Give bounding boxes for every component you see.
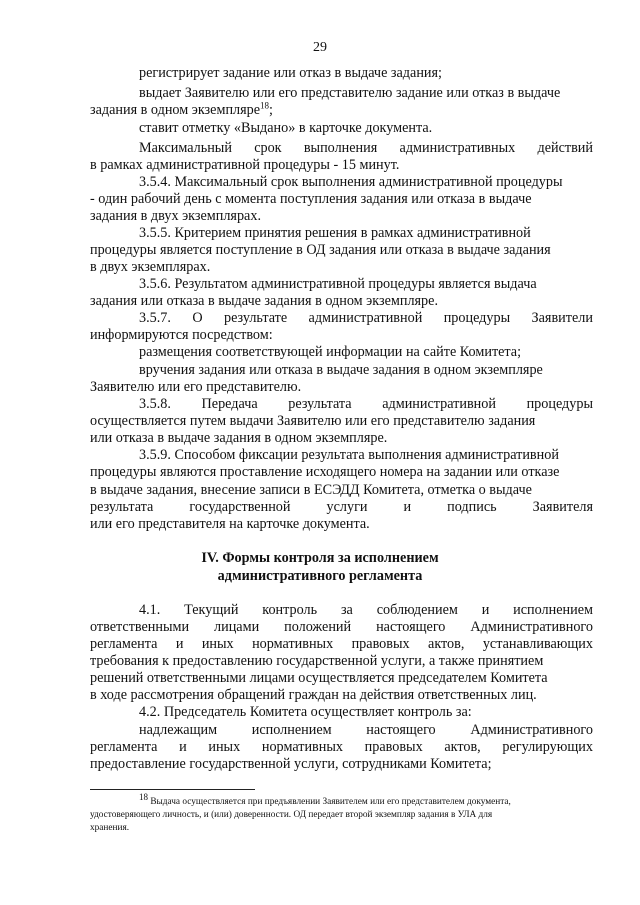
word: подпись (447, 499, 497, 515)
text-line (90, 619, 593, 636)
word: положений (284, 619, 352, 635)
text-line: процедуры является поступление в ОД задания или отказа в выдаче задания (90, 242, 551, 258)
text-line (139, 140, 593, 157)
footnote-reference: 18 (260, 100, 270, 111)
text-line: в ходе рассмотрения обращений граждан на действия ответственных лиц. (90, 687, 537, 703)
text-line (139, 310, 593, 327)
word: правовых (351, 636, 410, 652)
word: административной (382, 396, 496, 412)
word: Передача (201, 396, 258, 412)
word: исполнением (251, 722, 332, 738)
footnote-mark: 18 (139, 791, 148, 802)
footnote-line: хранения. (90, 823, 130, 833)
word: Заявители (531, 310, 593, 326)
word: результата (90, 499, 154, 515)
text-line (90, 499, 593, 516)
word: процедуры (443, 310, 511, 326)
word: правовых (364, 739, 423, 755)
text-line: предоставление государственной услуги, сотрудниками Комитета; (90, 756, 492, 772)
word: Административного (470, 619, 593, 635)
word: административных (399, 140, 516, 156)
text-line: Заявителю или его представителю. (90, 379, 302, 395)
text-line: или его представителя на карточке документа. (90, 516, 370, 532)
text-line: 3.5.6. Результатом административной процедуры является выдача (139, 276, 537, 292)
word: Административного (470, 722, 593, 738)
text-line: или отказа в выдаче задания в одном экземпляре. (90, 430, 388, 446)
text-fragment: задания в одном экземпляре (90, 102, 261, 118)
word: услуги (326, 499, 368, 515)
word: государственной (189, 499, 291, 515)
word: ответственными (90, 619, 190, 635)
word: за (340, 602, 353, 618)
text-line: задания или отказа в выдаче задания в одном экземпляре. (90, 293, 438, 309)
word: и (175, 636, 184, 652)
text-fragment: ; (269, 102, 273, 118)
word: О (192, 310, 203, 326)
word: актов, (444, 739, 481, 755)
word: административной (308, 310, 423, 326)
word: настоящего (376, 619, 446, 635)
word: надлежащим (139, 722, 218, 738)
text-line: требования к предоставлению государственной услуги, а также принятием (90, 653, 544, 669)
word: регулирующих (502, 739, 593, 755)
text-line (90, 102, 593, 119)
text-line: 4.2. Председатель Комитета осуществляет контроль за: (139, 704, 472, 720)
word: и (481, 602, 490, 618)
word: лицами (214, 619, 260, 635)
text-line (139, 602, 593, 619)
text-line: решений ответственными лицами осуществляется председателем Комитета (90, 670, 548, 686)
text-line: задания в двух экземплярах. (90, 208, 261, 224)
text-line: 3.5.4. Максимальный срок выполнения административной процедуры (139, 174, 563, 190)
footnote-line (139, 791, 593, 808)
word: действий (537, 140, 593, 156)
text-line (90, 636, 593, 653)
text-line: регистрирует задание или отказ в выдаче задания; (139, 65, 442, 81)
word: и (403, 499, 412, 515)
footnote-text: Выдача осуществляется при предъявлении Заявителем или его представителем документа, (150, 797, 511, 807)
text-line: процедуры являются проставление исходящего номера на задании или отказе (90, 464, 560, 480)
word: актов, (428, 636, 465, 652)
section-heading: IV. Формы контроля за исполнением (201, 550, 439, 566)
footnote-divider (90, 789, 255, 790)
text-line (139, 722, 593, 739)
text-line (90, 739, 593, 756)
footnote-line: удостоверяющего личность, и (или) доверенности. ОД передает второй экземпляр задания в УЛА для (90, 810, 493, 820)
word: регламента (90, 739, 158, 755)
word: 4.1. (139, 602, 161, 618)
word: иных (208, 739, 241, 755)
text-line: осуществляется путем выдачи Заявителю или его представителю задания (90, 413, 536, 429)
text-line: ставит отметку «Выдано» в карточке документа. (139, 120, 433, 136)
text-line: 3.5.5. Критерием принятия решения в рамках административной (139, 225, 531, 241)
word: результате (223, 310, 288, 326)
word: 3.5.8. (139, 396, 171, 412)
word: и (179, 739, 187, 755)
text-line: в двух экземплярах. (90, 259, 211, 275)
text-line: в выдаче задания, внесение записи в ЕСЭДД Комитета, отметка о выдаче (90, 482, 532, 498)
text-line: вручения задания или отказа в выдаче задания в одном экземпляре (139, 362, 543, 378)
text-line: - один рабочий день с момента поступления задания или отказа в выдаче (90, 191, 532, 207)
text-line: выдает Заявителю или его представителю задание или отказ в выдаче (139, 85, 561, 101)
word: результата (288, 396, 352, 412)
word: Заявителя (532, 499, 593, 515)
word: контроль (262, 602, 318, 618)
word: Максимальный (139, 140, 232, 156)
word: нормативных (252, 636, 334, 652)
word: регламента (90, 636, 158, 652)
text-line: в рамках административной процедуры - 15 минут. (90, 157, 400, 173)
word: процедуры (526, 396, 593, 412)
word: соблюдением (376, 602, 458, 618)
word: 3.5.7. (139, 310, 171, 326)
word: исполнением (513, 602, 593, 618)
text-line (139, 396, 593, 413)
text-line: размещения соответствующей информации на сайте Комитета; (139, 344, 522, 360)
word: Текущий (184, 602, 239, 618)
word: нормативных (261, 739, 343, 755)
word: срок (254, 140, 282, 156)
word: устанавливающих (482, 636, 593, 652)
word: выполнения (303, 140, 378, 156)
word: настоящего (366, 722, 436, 738)
text-line: информируются посредством: (90, 327, 273, 343)
section-heading: административного регламента (217, 568, 423, 584)
page-number: 29 (313, 40, 327, 55)
text-line: 3.5.9. Способом фиксации результата выполнения административной (139, 447, 559, 463)
word: иных (201, 636, 234, 652)
